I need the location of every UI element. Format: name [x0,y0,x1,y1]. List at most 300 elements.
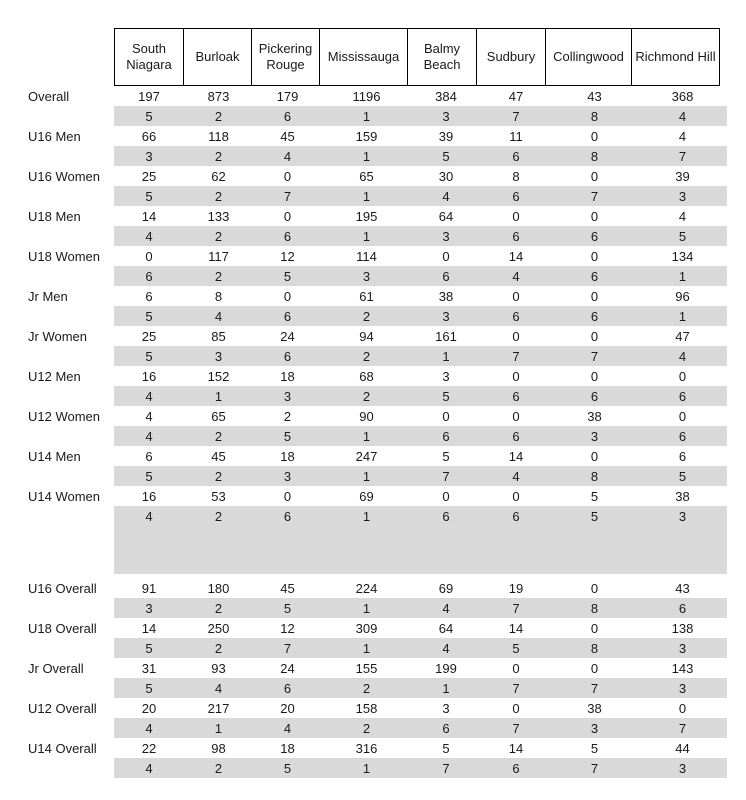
rank-cell: 6 [512,228,520,244]
count-cell: 0 [442,248,450,264]
count-cell: 25 [141,168,157,184]
rank-cell: 3 [214,348,223,364]
row-label-u18-overall: U18 Overall [28,620,97,636]
rank-cell: 5 [145,308,153,324]
rank-cell: 6 [283,680,292,696]
count-cell: 16 [141,488,157,504]
count-cell: 0 [442,408,450,424]
rank-cell: 1 [442,680,450,696]
count-cell: 14 [508,620,524,636]
rank-cell: 6 [283,228,292,244]
count-cell: 0 [590,288,599,304]
count-cell: 152 [207,368,230,384]
count-cell: 0 [512,288,520,304]
rank-row-u12-overall [0,718,727,738]
rank-cell: 7 [512,600,520,616]
count-cell: 12 [280,620,295,636]
count-cells [114,578,727,598]
count-cell: 66 [141,128,157,144]
rank-cell: 1 [362,640,371,656]
rank-row-jr-women [0,346,727,366]
rank-cell: 3 [145,600,153,616]
rank-cell: 2 [214,600,223,616]
rank-cell: 3 [442,108,450,124]
count-row-u18-women [0,246,727,266]
rank-row-overall [0,106,727,126]
rank-cell: 3 [442,228,450,244]
count-cell: 98 [211,740,226,756]
row-label-blank [0,106,114,126]
rank-cell: 3 [678,760,687,776]
count-cell: 4 [678,208,687,224]
rank-cell: 5 [442,388,450,404]
rank-cell: 5 [145,348,153,364]
rank-cell: 6 [283,108,292,124]
count-row-u14-women [0,486,727,506]
count-cell: 24 [280,328,295,344]
count-cell: 62 [211,168,226,184]
count-cell: 0 [283,208,292,224]
rank-cell: 4 [678,108,687,124]
rank-cell: 5 [678,468,687,484]
rank-cell: 1 [362,468,371,484]
count-cells [114,486,727,506]
rank-cells [114,386,727,406]
rank-cell: 6 [283,508,292,524]
rank-cell: 2 [362,680,371,696]
rank-row-u14-women [0,506,727,526]
count-cell: 199 [435,660,457,676]
count-cell: 30 [438,168,454,184]
count-row-u12-women [0,406,727,426]
count-row-u14-overall [0,738,727,758]
rank-cells [114,306,727,326]
count-cell: 0 [590,580,599,596]
count-cell: 85 [211,328,226,344]
rank-cells [114,758,727,778]
count-cell: 133 [207,208,230,224]
count-cell: 44 [675,740,690,756]
rank-cell: 7 [512,108,520,124]
count-cell: 195 [355,208,378,224]
count-row-u14-men [0,446,727,466]
column-header-burloak: Burloak [183,28,252,86]
count-cell: 0 [512,660,520,676]
count-cell: 217 [207,700,230,716]
count-row-overall [0,86,727,106]
rank-cell: 2 [214,508,223,524]
count-cell: 309 [355,620,378,636]
count-cell: 14 [508,448,524,464]
count-cell: 64 [438,620,454,636]
count-cell: 8 [512,168,520,184]
count-cell: 118 [208,128,229,144]
rank-cell: 6 [512,308,520,324]
column-header-richmond-hill: Richmond Hill [631,28,720,86]
rank-cell: 4 [442,640,450,656]
rank-cell: 7 [512,348,520,364]
count-cells [114,698,727,718]
count-cell: 14 [141,208,157,224]
rank-cells [114,426,727,446]
rank-cells [114,146,727,166]
rank-cell: 5 [145,640,153,656]
count-cell: 2 [283,408,292,424]
row-label-blank [0,678,114,698]
row-label-blank [0,146,114,166]
rank-cell: 6 [283,348,292,364]
rank-cell: 5 [145,468,153,484]
row-label-blank [0,638,114,658]
count-cells [114,446,727,466]
rank-cell: 2 [362,348,371,364]
row-label-blank [0,346,114,366]
count-cell: 1196 [352,88,381,104]
count-row-jr-overall [0,658,727,678]
count-cell: 61 [359,288,374,304]
count-cell: 11 [509,128,523,144]
spacer-label-blank [0,526,114,574]
rank-cell: 6 [512,508,520,524]
rank-cell: 5 [283,268,292,284]
count-cell: 47 [508,88,524,104]
count-cell: 43 [675,580,690,596]
rank-cells [114,598,727,618]
rank-cell: 1 [362,600,371,616]
count-cell: 20 [141,700,157,716]
rank-cell: 3 [590,720,599,736]
row-label-blank [0,306,114,326]
count-row-u18-men [0,206,727,226]
row-label-u16-women: U16 Women [28,168,101,184]
count-cell: 0 [283,488,292,504]
count-cell: 25 [141,328,157,344]
column-header-pickering-rouge: Pickering Rouge [251,28,320,86]
column-header-south-niagara: South Niagara [114,28,184,86]
count-row-u12-overall [0,698,727,718]
count-cell: 22 [141,740,157,756]
row-label-blank [0,598,114,618]
row-label-blank [0,426,114,446]
rank-cells [114,266,727,286]
count-cell: 0 [145,248,153,264]
row-label-blank [0,506,114,526]
rank-cell: 7 [442,760,450,776]
rank-cell: 1 [214,388,223,404]
row-label-blank [0,386,114,406]
rank-cell: 4 [145,228,153,244]
count-cell: 39 [675,168,690,184]
rank-cell: 4 [214,308,223,324]
count-cell: 0 [678,700,687,716]
rank-cell: 6 [678,388,687,404]
count-cell: 0 [590,620,599,636]
rank-cell: 7 [590,760,599,776]
count-cell: 38 [587,408,602,424]
rank-cell: 2 [214,268,223,284]
rank-cell: 4 [442,600,450,616]
rank-cell: 1 [362,508,371,524]
rank-cell: 3 [283,468,292,484]
rank-cell: 6 [590,308,599,324]
count-cell: 0 [512,208,520,224]
rank-cell: 3 [678,680,687,696]
rank-cell: 4 [512,268,520,284]
rank-cell: 5 [145,188,153,204]
count-cells [114,366,727,386]
rank-cell: 8 [590,468,599,484]
count-cell: 5 [590,488,599,504]
count-cells [114,126,727,146]
spacer-row [0,526,727,574]
count-cell: 0 [512,700,520,716]
count-cell: 0 [590,248,599,264]
count-cell: 247 [355,448,378,464]
rank-cell: 4 [214,680,223,696]
count-cell: 12 [280,248,295,264]
rank-cell: 6 [512,388,520,404]
count-cell: 4 [678,128,687,144]
rank-cell: 8 [590,640,599,656]
rank-cell: 5 [590,508,599,524]
count-cell: 0 [512,488,520,504]
rank-cell: 4 [145,508,153,524]
rank-row-u14-men [0,466,727,486]
count-cell: 0 [590,368,599,384]
standings-table [0,28,727,778]
rank-cell: 6 [678,428,687,444]
count-cell: 368 [671,88,694,104]
row-label-u12-women: U12 Women [28,408,101,424]
rank-cells [114,186,727,206]
count-cells [114,618,727,638]
count-cell: 143 [671,660,694,676]
rank-cell: 5 [283,428,292,444]
rank-cell: 6 [442,268,450,284]
rank-cell: 4 [145,720,153,736]
rank-cell: 2 [362,720,371,736]
rank-cell: 4 [145,760,153,776]
rank-cell: 7 [283,188,292,204]
count-cell: 873 [207,88,230,104]
rank-row-jr-overall [0,678,727,698]
row-label-overall: Overall [28,88,70,104]
row-label-jr-overall: Jr Overall [28,660,84,676]
rank-cells [114,638,727,658]
count-cell: 159 [355,128,378,144]
count-cell: 0 [590,448,599,464]
rank-row-u12-men [0,386,727,406]
rank-cell: 6 [283,308,292,324]
row-label-u12-overall: U12 Overall [28,700,97,716]
row-label-u16-overall: U16 Overall [28,580,97,596]
rank-cell: 6 [512,188,520,204]
count-cell: 8 [214,288,223,304]
count-cell: 117 [208,248,229,264]
row-label-blank [0,226,114,246]
rank-cell: 1 [362,188,371,204]
rank-cell: 7 [512,720,520,736]
count-cell: 69 [438,580,454,596]
rank-cell: 8 [590,148,599,164]
count-cell: 6 [145,448,153,464]
row-label-blank [0,758,114,778]
rank-cell: 2 [214,148,223,164]
count-cell: 65 [211,408,226,424]
rank-row-jr-men [0,306,727,326]
rank-cell: 7 [590,680,599,696]
rank-cells [114,106,727,126]
count-cell: 0 [283,168,292,184]
count-cells [114,166,727,186]
row-label-u14-men: U14 Men [28,448,81,464]
rank-cell: 2 [362,308,371,324]
rank-cell: 2 [214,468,223,484]
rank-cell: 3 [362,268,371,284]
rank-cells [114,718,727,738]
rank-cell: 7 [590,348,599,364]
count-row-u18-overall [0,618,727,638]
count-cell: 14 [508,740,524,756]
rank-row-u18-men [0,226,727,246]
count-cell: 6 [145,288,153,304]
rank-cell: 1 [442,348,450,364]
count-cell: 0 [590,660,599,676]
count-cell: 180 [207,580,230,596]
rank-cell: 4 [145,388,153,404]
count-cell: 24 [280,660,295,676]
column-header-sudbury: Sudbury [476,28,546,86]
rank-cell: 4 [442,188,450,204]
rank-cell: 6 [678,600,687,616]
count-cell: 69 [359,488,374,504]
rank-cell: 5 [145,680,153,696]
row-label-blank [0,718,114,738]
count-cell: 158 [355,700,378,716]
count-cell: 155 [355,660,378,676]
rank-cell: 8 [590,108,599,124]
rank-cell: 5 [145,108,153,124]
rank-cell: 2 [214,428,223,444]
count-cells [114,206,727,226]
count-row-jr-men [0,286,727,306]
count-cell: 0 [442,488,450,504]
count-cells [114,246,727,266]
rank-cell: 7 [678,720,687,736]
count-cell: 19 [508,580,524,596]
count-row-u12-men [0,366,727,386]
count-cell: 68 [359,368,374,384]
rank-cell: 2 [214,228,223,244]
rank-cells [114,678,727,698]
rank-cells [114,466,727,486]
count-cell: 38 [438,288,454,304]
count-cell: 38 [675,488,690,504]
rank-cell: 4 [145,428,153,444]
count-cell: 93 [211,660,226,676]
count-cell: 0 [590,208,599,224]
rank-cell: 7 [512,680,520,696]
count-cells [114,286,727,306]
rank-cell: 3 [678,508,687,524]
rank-cell: 7 [590,188,599,204]
rank-cell: 5 [678,228,687,244]
count-cells [114,406,727,426]
rank-cell: 4 [283,148,292,164]
count-cell: 18 [280,740,295,756]
row-label-u18-men: U18 Men [28,208,81,224]
count-row-u16-women [0,166,727,186]
count-cell: 90 [359,408,374,424]
count-cells [114,738,727,758]
count-row-jr-women [0,326,727,346]
rank-cell: 4 [283,720,292,736]
count-cell: 0 [590,168,599,184]
table-header-row [0,28,727,86]
count-cell: 45 [280,128,295,144]
rank-cell: 5 [283,600,292,616]
row-label-blank [0,186,114,206]
count-cell: 14 [508,248,524,264]
rank-cell: 3 [590,428,599,444]
count-cell: 316 [355,740,378,756]
count-cell: 43 [587,88,602,104]
rank-row-u16-women [0,186,727,206]
count-cell: 0 [283,288,292,304]
count-cell: 45 [211,448,226,464]
rank-cells [114,346,727,366]
rank-cell: 2 [214,188,223,204]
rank-cell: 1 [678,308,687,324]
overall-summary-rows [0,578,727,778]
column-header-collingwood: Collingwood [545,28,632,86]
count-cell: 0 [512,408,520,424]
count-cell: 47 [675,328,690,344]
rank-cell: 1 [362,760,371,776]
rank-cell: 3 [442,308,450,324]
count-cell: 134 [671,248,694,264]
count-cell: 4 [145,408,153,424]
rank-cell: 5 [442,148,450,164]
count-cell: 250 [207,620,230,636]
rank-cell: 6 [590,268,599,284]
count-cell: 20 [280,700,295,716]
rank-cell: 6 [590,228,599,244]
rank-cell: 5 [512,640,520,656]
row-label-jr-men: Jr Men [28,288,68,304]
rank-cell: 7 [283,640,292,656]
rank-cell: 6 [145,268,153,284]
count-cell: 94 [359,328,374,344]
rank-row-u18-overall [0,638,727,658]
count-cell: 65 [359,168,374,184]
rank-cells [114,226,727,246]
rank-row-u18-women [0,266,727,286]
count-cell: 16 [141,368,157,384]
rank-row-u16-overall [0,598,727,618]
rank-cell: 6 [512,428,520,444]
rank-cell: 6 [512,760,520,776]
count-cell: 384 [435,88,457,104]
rank-cell: 1 [678,268,687,284]
row-label-u12-men: U12 Men [28,368,81,384]
rank-cell: 1 [362,108,371,124]
count-cell: 0 [678,408,687,424]
count-cell: 39 [438,128,454,144]
rank-cell: 2 [214,108,223,124]
count-cell: 5 [442,740,450,756]
count-row-u16-overall [0,578,727,598]
